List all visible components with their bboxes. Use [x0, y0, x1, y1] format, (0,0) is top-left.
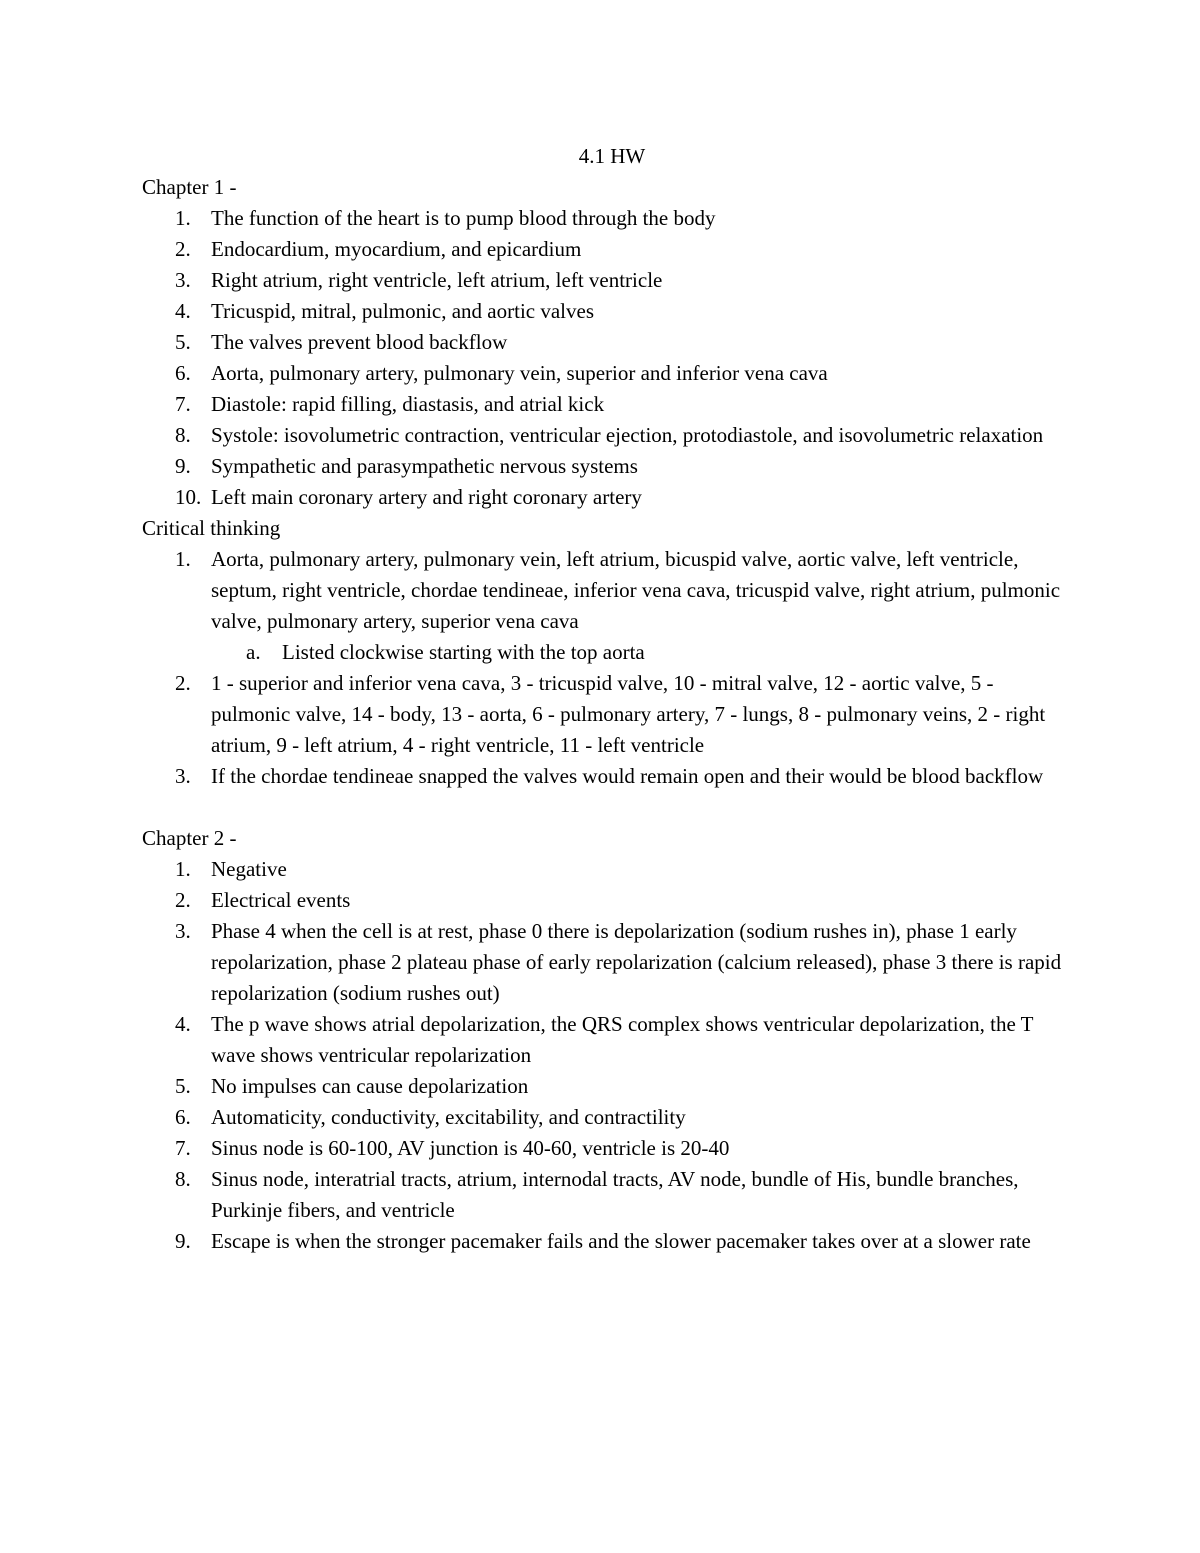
document-body [142, 141, 1062, 1257]
list-text: Aorta, pulmonary artery, pulmonary vein, left atrium, bicuspid valve, aortic valve, left ventricle, septum, right ventricle, chordae tendineae, inferior vena cava, tricuspid valve, right atrium, pulmonic valve, pulmonary artery, superior vena cava [211, 547, 1061, 633]
list-item [142, 1102, 1062, 1133]
list-text: 1 - superior and inferior vena cava, 3 - tricuspid valve, 10 - mitral valve, 12 - aortic valve, 5 - pulmonic valve, 14 - body, 13 - aorta, 6 - pulmonary artery, 7 - lungs, 8 - pulmonary veins, 2 - right atrium, 9 - left atrium, 4 - right ventricle, 11 - left ventricle [211, 671, 1046, 757]
list-item [142, 234, 1062, 265]
list-number: 4. [175, 299, 191, 323]
list-item [142, 327, 1062, 358]
list-text: Right atrium, right ventricle, left atrium, left ventricle [211, 268, 663, 292]
list-item [142, 451, 1062, 482]
list-text: No impulses can cause depolarization [211, 1074, 529, 1098]
list-text: The valves prevent blood backflow [211, 330, 508, 354]
list-number: 2. [175, 671, 191, 695]
list-number: 5. [175, 330, 191, 354]
critical-thinking-heading: Critical thinking [142, 516, 281, 540]
list-number: 2. [175, 888, 191, 912]
sub-list-letter: a. [246, 640, 261, 664]
list-item [142, 761, 1062, 792]
chapter-2-heading: Chapter 2 - [142, 826, 237, 850]
list-item [142, 1009, 1062, 1071]
list-number: 9. [175, 1229, 191, 1253]
list-item [142, 420, 1062, 451]
list-text: Left main coronary artery and right coronary artery [211, 485, 642, 509]
list-text: If the chordae tendineae snapped the valves would remain open and their would be blood backflow [211, 764, 1044, 788]
list-text: Sinus node, interatrial tracts, atrium, internodal tracts, AV node, bundle of His, bundle branches, Purkinje fibers, and ventricle [211, 1167, 1019, 1222]
chapter-2-list [142, 854, 1062, 1257]
list-number: 3. [175, 919, 191, 943]
list-item [142, 668, 1062, 761]
critical-thinking-list [142, 544, 1062, 637]
document-title: 4.1 HW [578, 144, 646, 168]
list-number: 1. [175, 857, 191, 881]
list-item [142, 1164, 1062, 1226]
list-item [142, 482, 1062, 513]
list-number: 9. [175, 454, 191, 478]
list-number: 3. [175, 764, 191, 788]
list-number: 5. [175, 1074, 191, 1098]
list-item [142, 265, 1062, 296]
list-item [142, 358, 1062, 389]
list-text: Sympathetic and parasympathetic nervous systems [211, 454, 638, 478]
list-item [142, 296, 1062, 327]
list-text: Automaticity, conductivity, excitability, and contractility [211, 1105, 686, 1129]
list-item [142, 1071, 1062, 1102]
list-number: 1. [175, 206, 191, 230]
list-item [142, 916, 1062, 1009]
list-number: 1. [175, 547, 191, 571]
list-text: Sinus node is 60-100, AV junction is 40-60, ventricle is 20-40 [211, 1136, 730, 1160]
list-text: Negative [211, 857, 287, 881]
chapter-1-heading: Chapter 1 - [142, 175, 237, 199]
list-text: The function of the heart is to pump blood through the body [211, 206, 716, 230]
list-number: 7. [175, 1136, 191, 1160]
list-item [142, 203, 1062, 234]
list-text: Aorta, pulmonary artery, pulmonary vein, superior and inferior vena cava [211, 361, 828, 385]
list-number: 4. [175, 1012, 191, 1036]
list-number: 2. [175, 237, 191, 261]
list-text: Electrical events [211, 888, 351, 912]
chapter-1-list [142, 203, 1062, 513]
critical-thinking-list-continued [142, 668, 1062, 792]
list-item [142, 854, 1062, 885]
list-number: 3. [175, 268, 191, 292]
list-text: Tricuspid, mitral, pulmonic, and aortic valves [211, 299, 594, 323]
list-number: 7. [175, 392, 191, 416]
list-number: 6. [175, 1105, 191, 1129]
list-text: Endocardium, myocardium, and epicardium [211, 237, 582, 261]
list-text: Systole: isovolumetric contraction, ventricular ejection, protodiastole, and isovolumetric relaxation [211, 423, 1044, 447]
list-item [142, 885, 1062, 916]
list-item [142, 1226, 1062, 1257]
list-text: Phase 4 when the cell is at rest, phase 0 there is depolarization (sodium rushes in), phase 1 early repolarization, phase 2 plateau phase of early repolarization (calcium released), phase 3 there is rapid repolarization (sodium rushes out) [211, 919, 1062, 1005]
list-text: The p wave shows atrial depolarization, the QRS complex shows ventricular depolarization, the T wave shows ventricular repolarization [211, 1012, 1034, 1067]
list-item [142, 544, 1062, 637]
list-number: 10. [175, 485, 202, 509]
list-item [142, 389, 1062, 420]
sub-list-item [142, 637, 1062, 668]
list-number: 8. [175, 1167, 191, 1191]
blank-line [142, 792, 1062, 823]
list-text: Escape is when the stronger pacemaker fails and the slower pacemaker takes over at a slower rate [211, 1229, 1031, 1253]
list-number: 6. [175, 361, 191, 385]
sub-list-text: Listed clockwise starting with the top aorta [282, 640, 645, 664]
list-item [142, 1133, 1062, 1164]
list-number: 8. [175, 423, 191, 447]
list-text: Diastole: rapid filling, diastasis, and atrial kick [211, 392, 605, 416]
